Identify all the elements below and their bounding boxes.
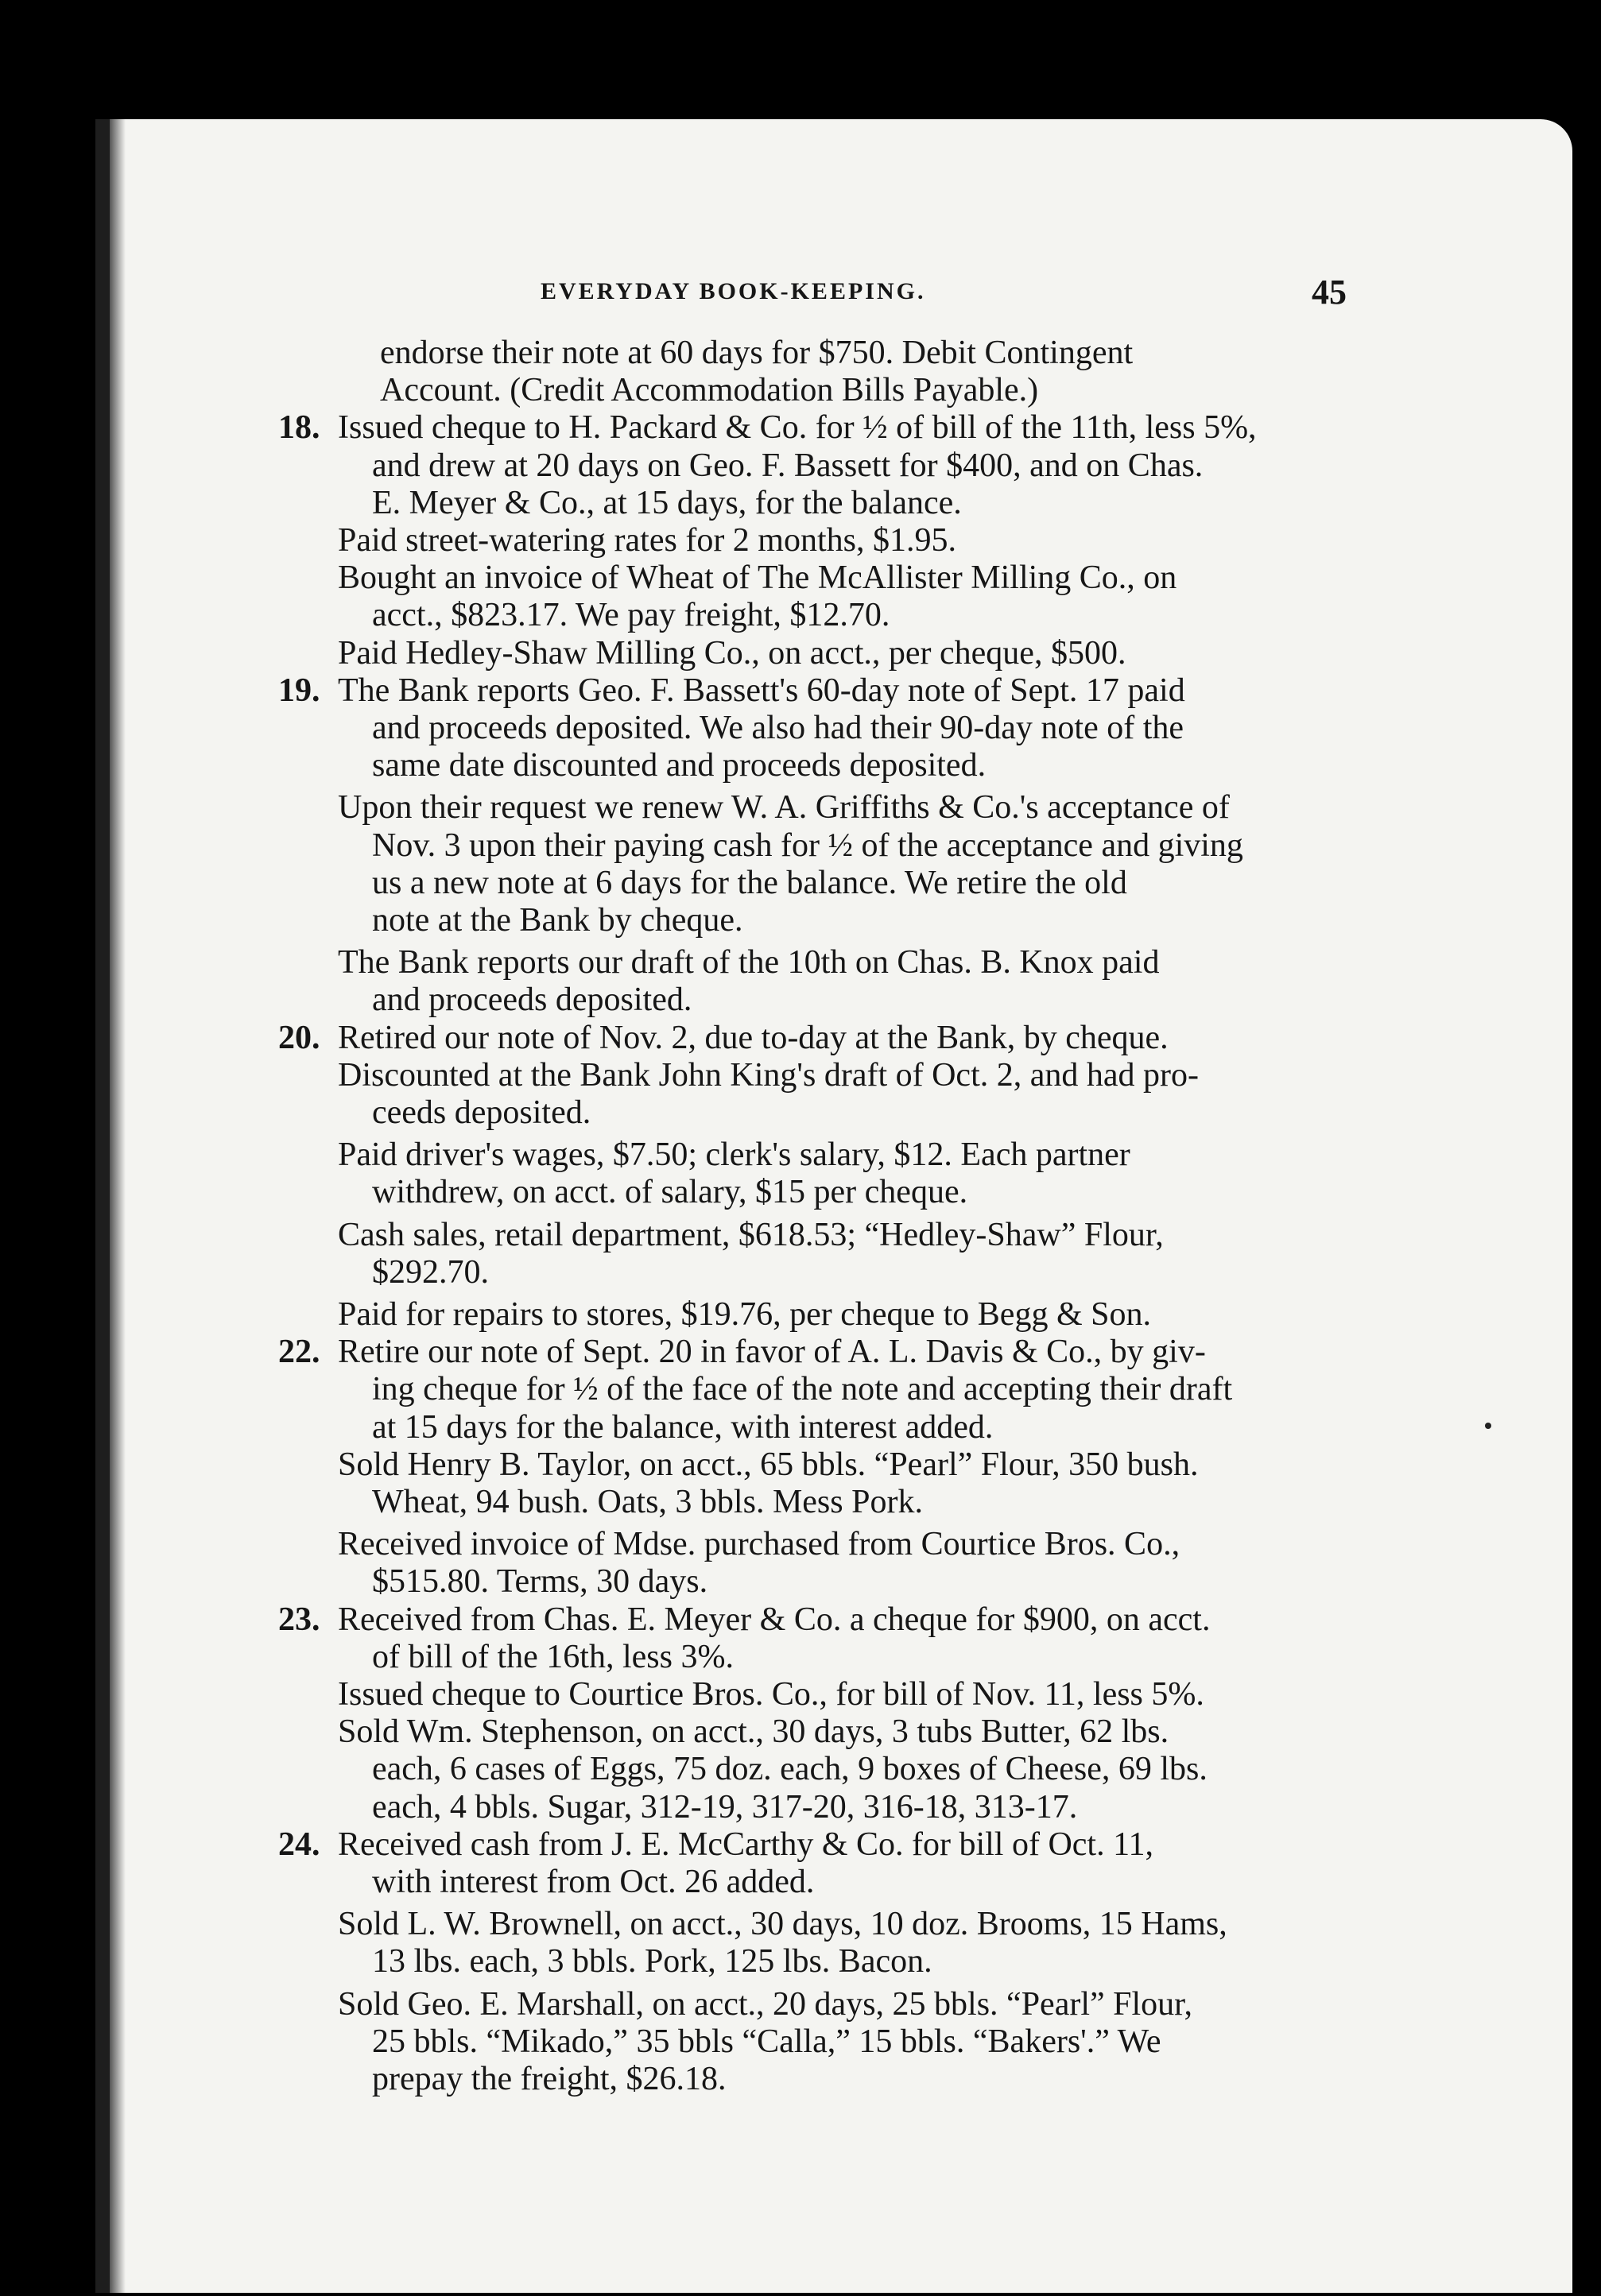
entry-line (338, 408, 1257, 447)
entry-line (372, 1750, 1208, 1788)
entry-text: acct., $823.17. We pay freight, $12.70. (372, 597, 890, 634)
entry-text: Cash sales, retail department, $618.53; “Hedley-Shaw” Flour, (338, 1216, 1164, 1253)
entry-text: Nov. 3 upon their paying cash for ½ of the acceptance and giving (372, 827, 1243, 864)
entry-text: same date discounted and proceeds deposited. (372, 747, 987, 784)
entry-text: note at the Bank by cheque. (372, 902, 743, 939)
entry-line (372, 827, 1243, 865)
entry-line (380, 371, 1038, 409)
entry-text: withdrew, on acct. of salary, $15 per cheque. (372, 1174, 968, 1211)
entry-line (372, 981, 692, 1019)
entry-line (372, 746, 986, 784)
entry-text: Paid Hedley-Shaw Milling Co., on acct., per cheque, $500. (338, 634, 1126, 672)
entry-line (372, 2060, 727, 2098)
entry-text: and proceeds deposited. (372, 982, 692, 1019)
entry-line (338, 1056, 1199, 1094)
entry-text: Account. (Credit Accommodation Bills Payable.) (380, 372, 1039, 409)
entry-line (338, 1826, 1153, 1864)
entry-text: Paid driver's wages, $7.50; clerk's salary, $12. Each partner (338, 1136, 1130, 1174)
entry-text: Sold Geo. E. Marshall, on acct., 20 days, 25 bbls. “Pearl” Flour, (338, 1985, 1192, 2023)
entry-text: Upon their request we renew W. A. Griffiths & Co.'s acceptance of (338, 789, 1230, 827)
entry-line (372, 1788, 1077, 1826)
entry-line (338, 1019, 1169, 1057)
entry-line (338, 1136, 1130, 1174)
entry-line (372, 1173, 967, 1211)
entry-line (372, 864, 1127, 902)
entry-line (338, 672, 1185, 710)
entry-text: 13 lbs. each, 3 bbls. Pork, 125 lbs. Bacon. (372, 1943, 932, 1980)
ink-speck (1485, 1423, 1491, 1429)
entry-line (338, 1985, 1192, 2023)
entry-text: us a new note at 6 days for the balance. We retire the old (372, 864, 1127, 901)
entry-day-number: 22. (278, 1334, 320, 1371)
entry-text: Issued cheque to H. Packard & Co. for ½ of bill of the 11th, less 5%, (338, 409, 1257, 447)
entry-text: each, 6 cases of Eggs, 75 doz. each, 9 boxes of Cheese, 69 lbs. (372, 1751, 1208, 1788)
entry-line (338, 1601, 1210, 1639)
entry-text: Retire our note of Sept. 20 in favor of A. L. Davis & Co., by giv- (338, 1334, 1206, 1371)
entry-text: endorse their note at 60 days for $750. Debit Contingent (380, 335, 1134, 371)
entry-text: E. Meyer & Co., at 15 days, for the balance. (372, 484, 962, 521)
entry-text: Discounted at the Bank John King's draft of Oct. 2, and had pro- (338, 1056, 1199, 1094)
entry-line (338, 559, 1177, 597)
entry-text: Sold L. W. Brownell, on acct., 30 days, 10 doz. Brooms, 15 Hams, (338, 1906, 1227, 1943)
entry-line (338, 1295, 1151, 1334)
entry-line (338, 943, 1159, 982)
entry-line (338, 1525, 1180, 1563)
entry-text: 25 bbls. “Mikado,” 35 bbls “Calla,” 15 bbls. “Bakers'.” We (372, 2023, 1161, 2060)
page-number: 45 (1312, 273, 1347, 312)
entry-text: $292.70. (372, 1253, 489, 1291)
entry-text: ceeds deposited. (372, 1094, 591, 1131)
entry-text: Issued cheque to Courtice Bros. Co., for bill of Nov. 11, less 5%. (338, 1676, 1204, 1713)
entry-line (372, 447, 1203, 485)
entry-line (372, 1094, 591, 1132)
entry-line (338, 521, 956, 559)
entry-line (372, 709, 1184, 747)
entry-text: Received from Chas. E. Meyer & Co. a cheque for $900, on acct. (338, 1601, 1211, 1638)
entry-line (380, 334, 1133, 372)
entry-text: Bought an invoice of Wheat of The McAllister Milling Co., on (338, 559, 1177, 597)
entry-text: and drew at 20 days on Geo. F. Bassett for $400, and on Chas. (372, 447, 1204, 484)
entry-text: ing cheque for ½ of the face of the note and accepting their draft (372, 1371, 1233, 1408)
entry-line (372, 1863, 814, 1901)
entry-text: and proceeds deposited. We also had their 90-day note of the (372, 710, 1184, 746)
entry-line (372, 1483, 923, 1521)
entry-text: with interest from Oct. 26 added. (372, 1864, 815, 1900)
entry-line (372, 1408, 993, 1446)
entry-day-number: 23. (278, 1601, 320, 1638)
entry-line (372, 596, 890, 634)
entry-line (338, 634, 1126, 672)
entry-text: at 15 days for the balance, with interest added. (372, 1408, 994, 1446)
entry-line (338, 1675, 1204, 1713)
entry-text: prepay the freight, $26.18. (372, 2061, 727, 2097)
gutter-shadow (110, 119, 126, 2293)
entry-text: each, 4 bbls. Sugar, 312-19, 317-20, 316-18, 313-17. (372, 1788, 1078, 1826)
entry-text: Wheat, 94 bush. Oats, 3 bbls. Mess Pork. (372, 1484, 923, 1520)
entry-text: Received invoice of Mdse. purchased from Courtice Bros. Co., (338, 1526, 1180, 1563)
entry-line (372, 901, 743, 939)
running-head: EVERYDAY BOOK-KEEPING. (541, 278, 926, 304)
entry-line (338, 788, 1230, 827)
entry-line (372, 1638, 734, 1676)
entry-day-number: 18. (278, 409, 320, 447)
entry-text: The Bank reports our draft of the 10th on Chas. B. Knox paid (338, 944, 1160, 982)
entry-line (372, 484, 962, 522)
entry-day-number: 20. (278, 1019, 320, 1056)
entry-text: Paid for repairs to stores, $19.76, per cheque to Begg & Son. (338, 1296, 1151, 1333)
entry-text: of bill of the 16th, less 3%. (372, 1638, 734, 1675)
entry-text: Sold Henry B. Taylor, on acct., 65 bbls. “Pearl” Flour, 350 bush. (338, 1446, 1199, 1483)
entry-line (338, 1216, 1164, 1254)
entry-line (338, 1905, 1227, 1943)
entry-text: Sold Wm. Stephenson, on acct., 30 days, 3 tubs Butter, 62 lbs. (338, 1713, 1169, 1751)
entry-line (338, 1333, 1206, 1371)
entry-line (372, 2023, 1161, 2061)
entry-text: $515.80. Terms, 30 days. (372, 1563, 708, 1601)
entry-line (372, 1942, 932, 1980)
entry-text: The Bank reports Geo. F. Bassett's 60-day note of Sept. 17 paid (338, 672, 1185, 709)
entry-text: Paid street-watering rates for 2 months, $1.95. (338, 522, 956, 559)
entry-text: Received cash from J. E. McCarthy & Co. for bill of Oct. 11, (338, 1826, 1154, 1863)
entry-line (338, 1713, 1169, 1751)
entry-line (372, 1253, 489, 1291)
entry-line (338, 1446, 1198, 1484)
entry-day-number: 19. (278, 672, 320, 709)
entry-line (372, 1370, 1232, 1408)
entry-line (372, 1562, 707, 1601)
entry-day-number: 24. (278, 1826, 320, 1863)
entry-text: Retired our note of Nov. 2, due to-day at the Bank, by cheque. (338, 1019, 1169, 1056)
